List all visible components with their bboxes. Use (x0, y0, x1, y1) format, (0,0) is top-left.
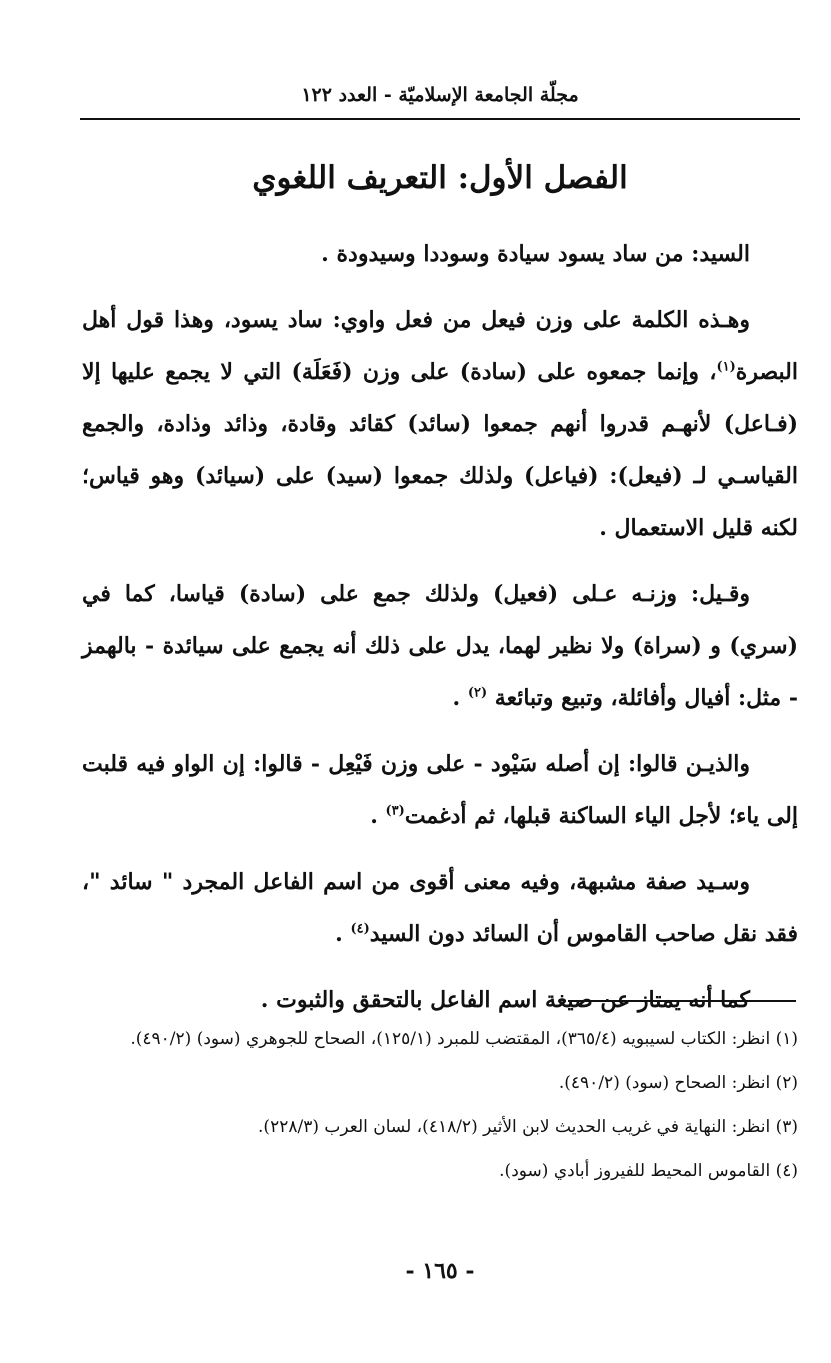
footnote-ref: (٣) (385, 803, 405, 819)
paragraph-text: كما أنه يمتاز عن صيغة اسم الفاعل بالتحقق والثبوت . (260, 987, 750, 1013)
footnote-3: (٣) انظر: النهاية في غريب الحديث لابن الأثير (٤١٨/٢)، لسان العرب (٢٢٨/٣). (258, 1117, 798, 1137)
paragraph-text: وقـيل: وزنـه عـلى (فعيل) ولذلك جمع على (سادة) قياسا، كما في (سري) و (سراة) ولا نظير لهما، يدل على ذلك أنه يجمع على سيائدة - بالهمز - مثل: أفيال وأفائلة، وتبيع وتبائعة (82, 581, 798, 711)
paragraph-3 (82, 568, 798, 724)
page-number: - ١٦٥ - (405, 1258, 475, 1284)
footnote-rule (568, 1000, 796, 1002)
paragraph-text: السيد: من ساد يسود سيادة وسوددا وسيدودة . (321, 241, 750, 267)
footnote-ref: (١) (716, 359, 736, 375)
paragraph-text: وهـذه الكلمة على وزن فيعل من فعل واوي: ساد يسود، وهذا قول أهل البصرة (82, 307, 798, 385)
paragraph-text-cont: . (335, 921, 351, 947)
running-header: مجلّة الجامعة الإسلاميّة - العدد ١٢٢ (301, 84, 579, 106)
paragraph-5 (82, 856, 798, 960)
footnote-ref: (٤) (350, 921, 370, 937)
footnote-ref: (٢) (467, 685, 488, 701)
paragraph-text-cont: ، وإنما جمعوه على (سادة) على وزن (فَعَلَة) التي لا يجمع عليها إلا (فـاعل) لأنهـم قدروا أنهم جمعوا (سائد) كقائد وقادة، وذائد وذادة، والجمع القياسـي لـ (فيعل): (فياعل) ولذلك جمعوا (سيد) على (سيائد) وهو قياس؛ لكنه قليل الاستعمال . (82, 359, 798, 541)
paragraph-1 (82, 228, 798, 280)
paragraph-text: والذيـن قالوا: إن أصله سَيْود - على وزن فَيْعِل - قالوا: إن الواو فيه قلبت إلى ياء؛ لأجل الياء الساكنة قبلها، ثم أدغمت (82, 751, 798, 829)
footnotes (82, 1020, 798, 1196)
footnote-2: (٢) انظر: الصحاح (سود) (٤٩٠/٢). (558, 1073, 798, 1093)
paragraph-text-cont: . (370, 803, 386, 829)
header-rule (80, 118, 800, 120)
paragraph-text: وسـيد صفة مشبهة، وفيه معنى أقوى من اسم الفاعل المجرد " سائد "، فقد نقل صاحب القاموس أن السائد دون السيد (82, 869, 798, 947)
paragraph-text-cont: . (452, 685, 468, 711)
paragraph-2 (82, 294, 798, 554)
paragraph-4 (82, 738, 798, 842)
body-text (82, 228, 798, 1026)
footnote-4: (٤) القاموس المحيط للفيروز أبادي (سود). (499, 1161, 798, 1181)
footnote-1: (١) انظر: الكتاب لسيبويه (٣٦٥/٤)، المقتضب للمبرد (١٢٥/١)، الصحاح للجوهري (سود) (٤٩٠/٢). (130, 1029, 798, 1049)
chapter-title: الفصل الأول: التعريف اللغوي (252, 160, 628, 196)
